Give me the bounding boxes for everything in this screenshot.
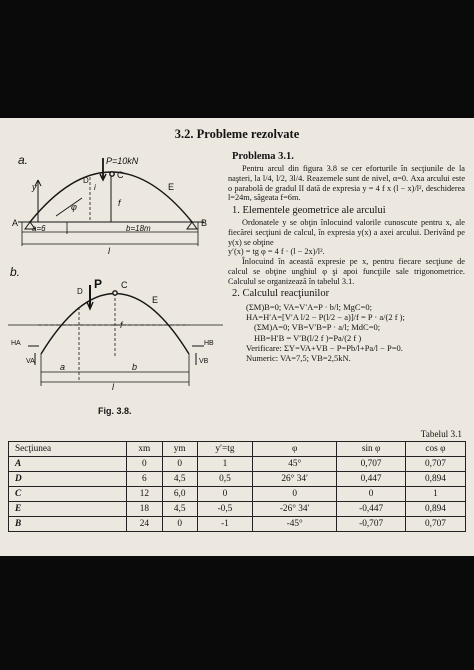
rise-f-a-label: f (118, 198, 121, 208)
table-header: ym (162, 442, 197, 457)
dim-l-a-label: l (108, 246, 110, 256)
table-row (9, 457, 466, 472)
table-cell: -0,447 (337, 502, 406, 517)
support-a-label: A (12, 218, 19, 228)
problem-title: Problema 3.1. (232, 151, 294, 162)
table-cell: 24 (127, 517, 162, 532)
table-cell: B (9, 517, 127, 532)
table-cell: 0,707 (337, 457, 406, 472)
table-header: cos φ (405, 442, 465, 457)
problem-text-column (228, 151, 465, 364)
table-cell: 4,5 (162, 502, 197, 517)
table-header: Secţiunea (9, 442, 127, 457)
equation-line: (ΣM)A=0; VB=V′B=P · a/l; MdC=0; (254, 322, 381, 333)
rise-f-b-label: f (120, 320, 123, 330)
point-c-a-label: C (117, 170, 124, 180)
table-cell: 0 (337, 487, 406, 502)
table-cell: 0,447 (337, 472, 406, 487)
figure-b-label: b. (10, 265, 21, 279)
table-cell: -0,707 (337, 517, 406, 532)
equation-line: HA=H′A=[V′A l/2 − P(l/2 − a)]/f = P · a/(2 f ); (246, 311, 405, 322)
table-cell: 0 (253, 487, 337, 502)
point-e-b-label: E (152, 295, 159, 305)
verification-line: Verificare: ΣY=VA+VB − P=Pb/l+Pa/l − P=0. (246, 343, 403, 354)
table-row (9, 517, 466, 532)
table-header: y′=tg (197, 442, 252, 457)
figure-caption: Fig. 3.8. (98, 406, 132, 416)
problem-statement: Pentru arcul din figura 3.8 se cer eforturile în secţiunile de la naşteri, la l/4, l/2, 3l/4. Reazemele sunt de nivel, α=0. Axa arcului este o parabolă de gradul II dată de expresia y = 4 f x (l − x)/l², deschiderea l=24m, săgeata f=6m. (228, 164, 465, 203)
dim-a-a-label: a=6 (32, 224, 46, 233)
table-cell: 0,894 (405, 472, 465, 487)
table-caption: Tabelul 3.1 (420, 429, 462, 439)
table-header: xm (127, 442, 162, 457)
table-cell: 0,894 (405, 502, 465, 517)
table-cell: -45° (253, 517, 337, 532)
table-cell: -1 (197, 517, 252, 532)
dim-a-b-label: a (60, 362, 66, 372)
table-cell: E (9, 502, 127, 517)
section-2-title: 2. Calculul reacţiunilor (232, 288, 330, 300)
table-header-row (9, 442, 466, 457)
table-cell: 1 (197, 457, 252, 472)
table-header: sin φ (337, 442, 406, 457)
dim-b-a-label: b=18m (126, 224, 151, 233)
page-heading: 3.2. Probleme rezolvate (174, 127, 300, 141)
table-cell: 26° 34′ (253, 472, 337, 487)
table-cell: 0 (127, 457, 162, 472)
table-cell: C (9, 487, 127, 502)
table-cell: A (9, 457, 127, 472)
table-cell: 6,0 (162, 487, 197, 502)
table-cell: 18 (127, 502, 162, 517)
table-cell: -0,5 (197, 502, 252, 517)
table-cell: 45° (253, 457, 337, 472)
equation-line: (ΣM)B=0; VA=V′A=P · b/l; MgC=0; (246, 301, 372, 312)
reaction-va-label: VA (26, 358, 35, 365)
table-row (9, 502, 466, 517)
reaction-ha-label: HA (11, 340, 21, 347)
support-b-label: B (201, 218, 208, 228)
table-cell: 0 (197, 487, 252, 502)
equation-line: HB=H′B = V′B(l/2 f )=Pa/(2 f ) (254, 332, 362, 343)
results-table (8, 441, 466, 532)
reaction-vb-label: VB (199, 358, 209, 365)
axis-y-label: y (32, 182, 37, 192)
table-cell: 0,707 (405, 517, 465, 532)
numeric-result-line: Numeric: VA=7,5; VB=2,5kN. (246, 353, 351, 364)
table-cell: 0,707 (405, 457, 465, 472)
table-cell: 0 (162, 457, 197, 472)
point-d-a-label: D (83, 176, 89, 185)
angle-phi-label: φ (71, 202, 77, 212)
table-header: φ (253, 442, 337, 457)
section-1-title: 1. Elementele geometrice ale arcului (232, 205, 386, 217)
section-1-formula: y′(x) = tg φ = 4 f · (l − 2x)/l². (228, 247, 325, 257)
table-row (9, 487, 466, 502)
table-row (9, 472, 466, 487)
dim-l-b-label: l (112, 382, 114, 392)
arch-figure (8, 150, 223, 415)
table-cell: -26° 34′ (253, 502, 337, 517)
reaction-hb-label: HB (204, 340, 214, 347)
figure-a-label: a. (18, 153, 29, 167)
table-cell: 1 (405, 487, 465, 502)
dim-b-b-label: b (132, 362, 138, 372)
table-cell: 12 (127, 487, 162, 502)
point-c-b-label: C (121, 280, 128, 290)
point-d-b-label: D (77, 287, 83, 296)
section-1-text-a: Ordonatele y se obţin înlocuind valorile cunoscute pentru x, ale fiecărei secţiuni de calcul, în expresia y(x) a axei arcului. Derivând pe y(x) se obţine (228, 218, 465, 247)
load-a-label: P=10kN (106, 156, 139, 166)
load-b-label: P (94, 277, 103, 291)
index-i-label: i (94, 183, 96, 192)
table-cell: 0 (162, 517, 197, 532)
section-1-text-b: Înlocuind în această expresie pe x, pentru fiecare secţiune de calcul se obţine unghiul φ şi apoi funcţiile sale trigonometrice. Calculul se organizează în tabelul 3.1. (228, 257, 465, 286)
table-cell: 6 (127, 472, 162, 487)
table-cell: 4,5 (162, 472, 197, 487)
point-e-a-label: E (168, 182, 175, 192)
table-cell: 0,5 (197, 472, 252, 487)
table-cell: D (9, 472, 127, 487)
